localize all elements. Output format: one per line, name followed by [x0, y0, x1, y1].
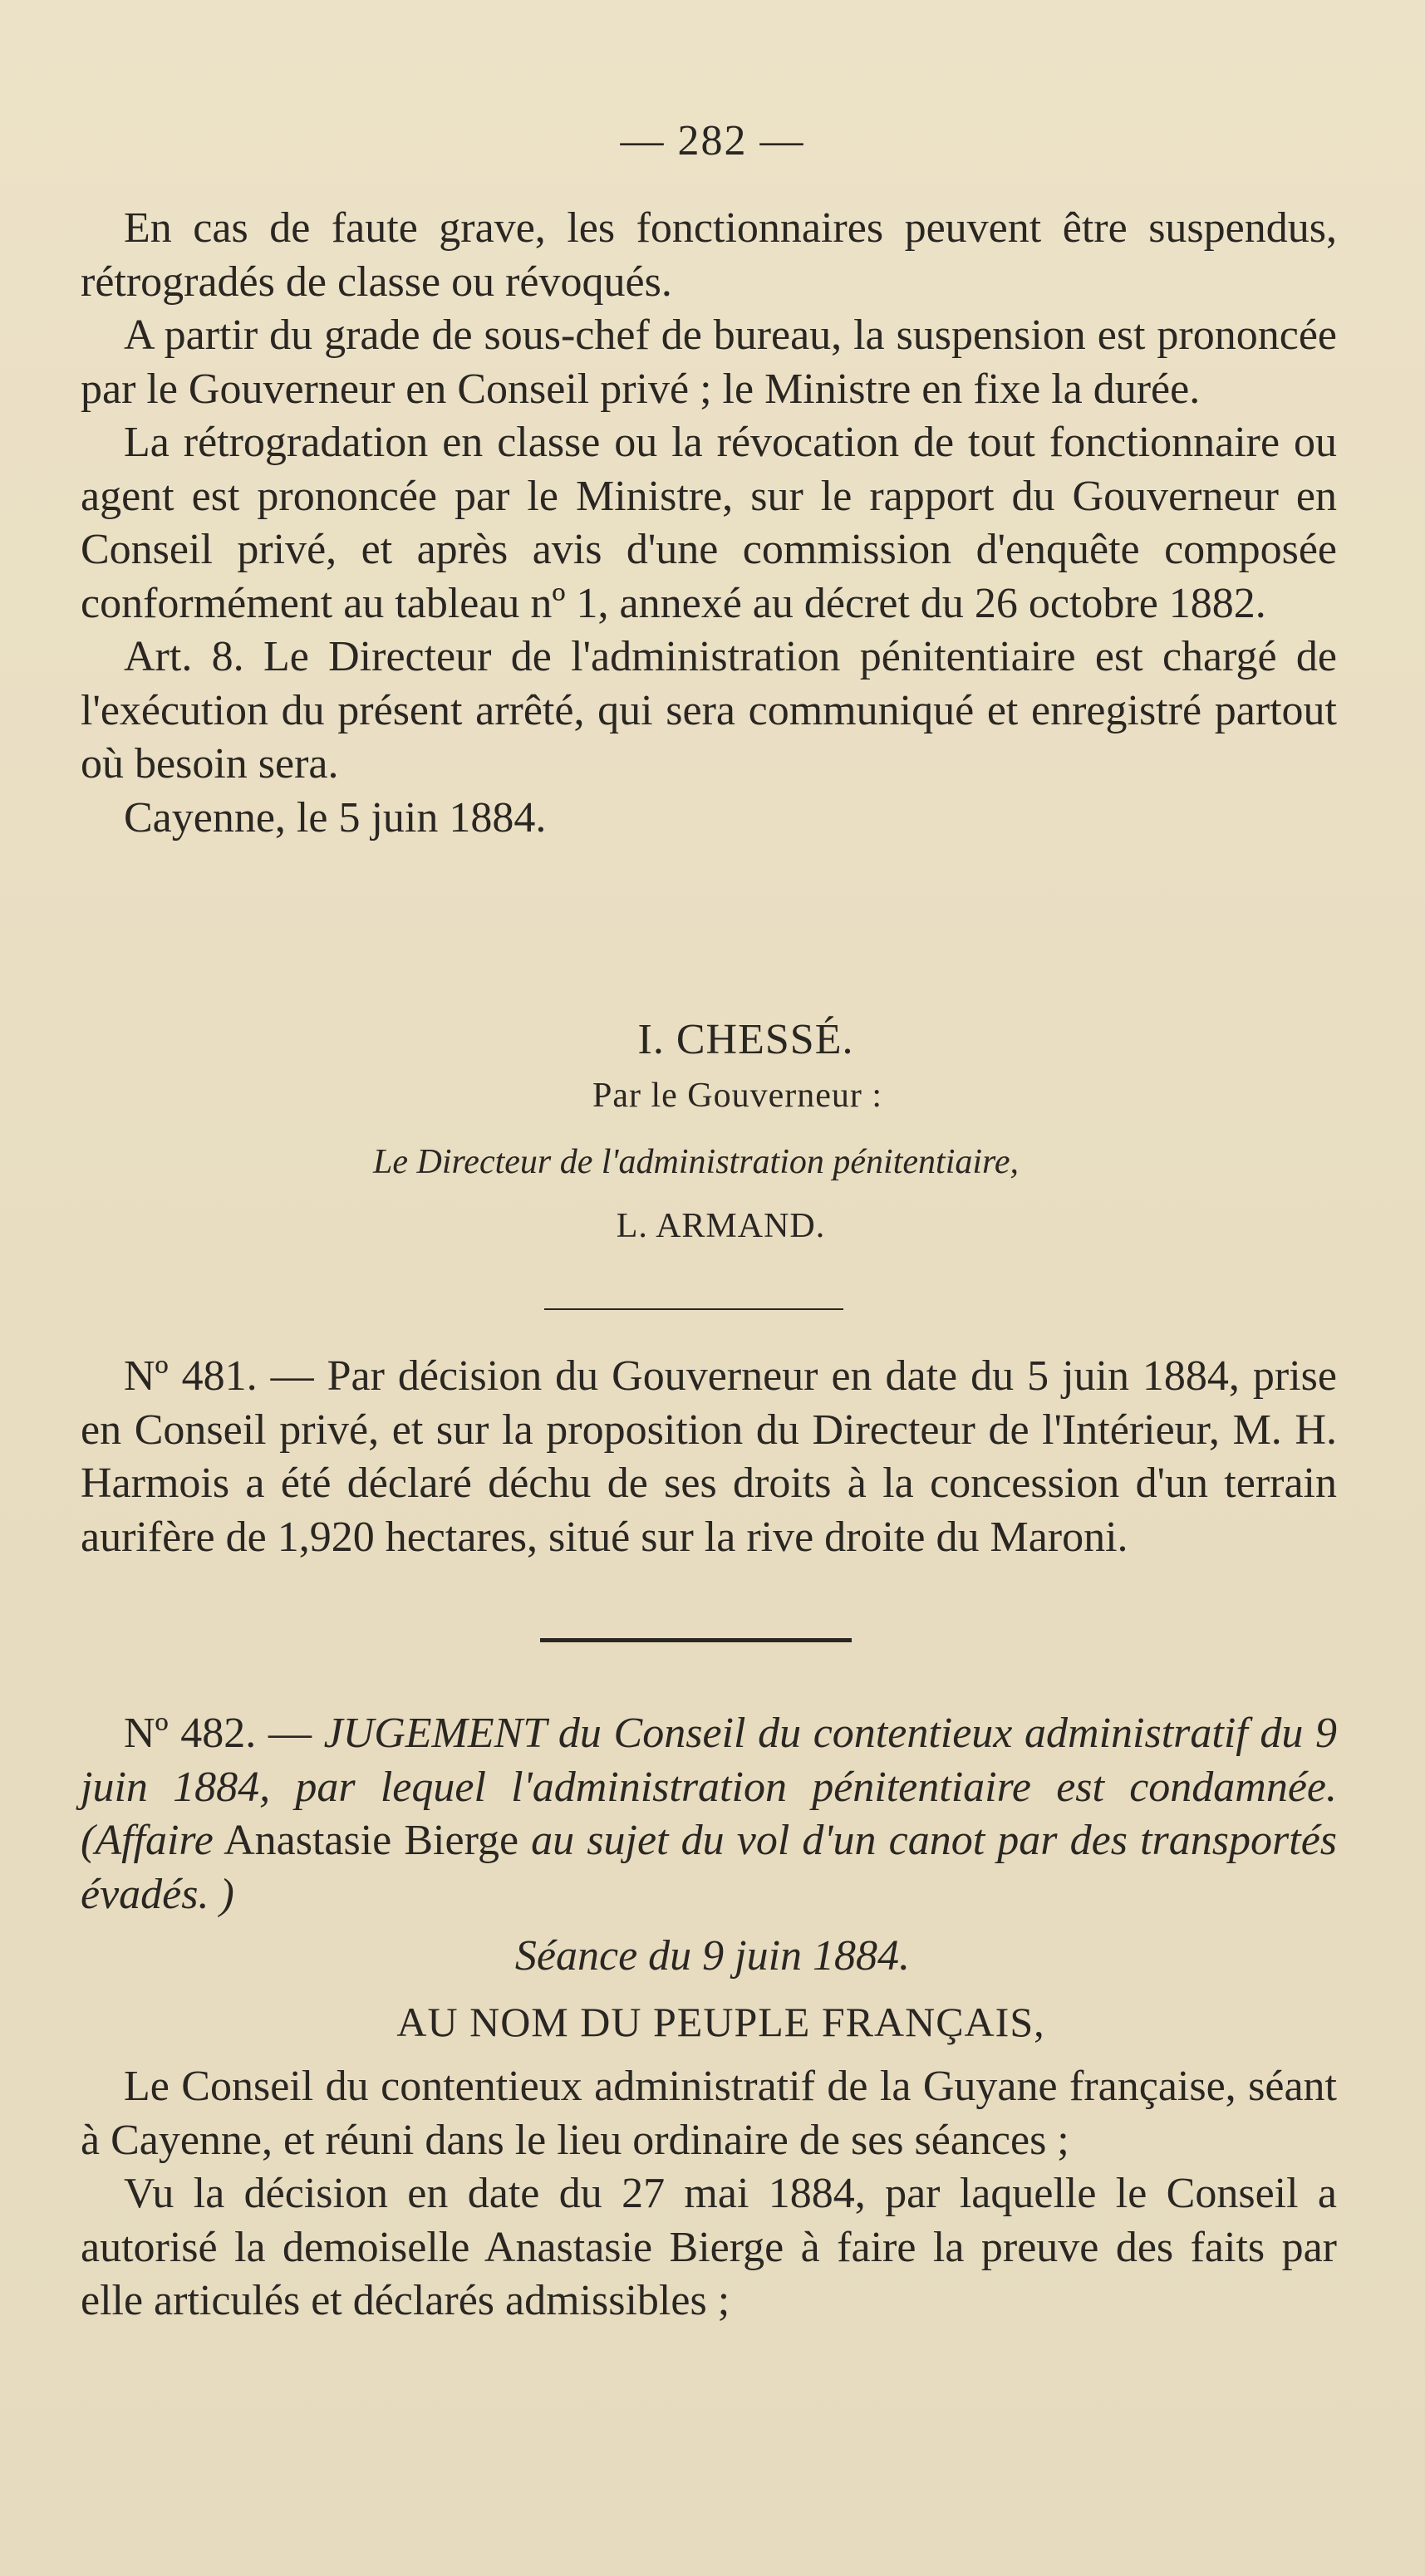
paragraph: Cayenne, le 5 juin 1884. [124, 793, 547, 841]
decision-481 [81, 1350, 1337, 1564]
seance-date: Séance du 9 juin 1884. [514, 1932, 911, 1980]
paragraph: A partir du grade de sous-chef de bureau, la suspension est prononcée par le Gouverneur en Conseil privé ; le Ministre en fixe la durée. [81, 312, 1337, 413]
judgment-heading: AU NOM DU PEUPLE FRANÇAIS, [396, 1999, 1045, 2045]
page-number: — 282 — [620, 117, 805, 164]
decision-number: Nº 482. — [124, 1710, 312, 1757]
paragraph: En cas de faute grave, les fonctionnaires peuvent être suspendus, rétrogradés de classe ou révoqués. [81, 204, 1337, 306]
party-name: Anastasie Bierge [224, 1817, 519, 1864]
divider [540, 1638, 852, 1642]
decision-482-title [81, 1707, 1337, 1921]
paragraph: Nº 481. — Par décision du Gouverneur en date du 5 juin 1884, prise en Conseil privé, et sur la proposition du Directeur de l'Intérieur, M. H. Harmois a été déclaré déchu de ses droits à la concession d'un terrain aurifère de 1,920 hectares, situé sur la rive droite du Maroni. [81, 1352, 1337, 1561]
article-text [81, 202, 1337, 845]
paragraph: Le Conseil du contentieux administratif de la Guyane française, séant à Cayenne, et réuni dans le lieu ordinaire de ses séances ; [81, 2063, 1337, 2164]
paragraph: La rétrogradation en classe ou la révocation de tout fonctionnaire ou agent est prononcée par le Ministre, sur le rapport du Gouverneur en Conseil privé, et après avis d'une commission d'enquête composée conformément au tableau nº 1, annexé au décret du 26 octobre 1882. [81, 419, 1337, 627]
paragraph: Vu la décision en date du 27 mai 1884, par laquelle le Conseil a autorisé la demoiselle Anastasie Bierge à faire la preuve des faits par elle articulés et déclarés admissibles ; [81, 2170, 1337, 2324]
signature-signer: L. ARMAND. [616, 1207, 826, 1245]
divider [544, 1308, 843, 1310]
paragraph: Art. 8. Le Directeur de l'administration pénitentiaire est chargé de l'exécution du présent arrêté, qui sera communiqué et enregistré partout où besoin sera. [81, 633, 1337, 788]
signature-title: Le Directeur de l'administration pénitentiaire, [373, 1143, 1019, 1181]
decision-title-part1: JUGEMENT du Conseil du contentieux administratif du 9 juin 1884, par lequel l'administration pénitentiaire est condamnée. (Affaire [81, 1710, 1337, 1864]
signature-by: Par le Gouverneur : [592, 1077, 883, 1115]
signature-name: I. CHESSÉ. [637, 1016, 854, 1063]
judgment-text [81, 2060, 1337, 2328]
paragraph [81, 1707, 1337, 1921]
decision-title-part2: au sujet du vol d'un canot par des transportés évadés. ) [81, 1817, 1338, 1918]
